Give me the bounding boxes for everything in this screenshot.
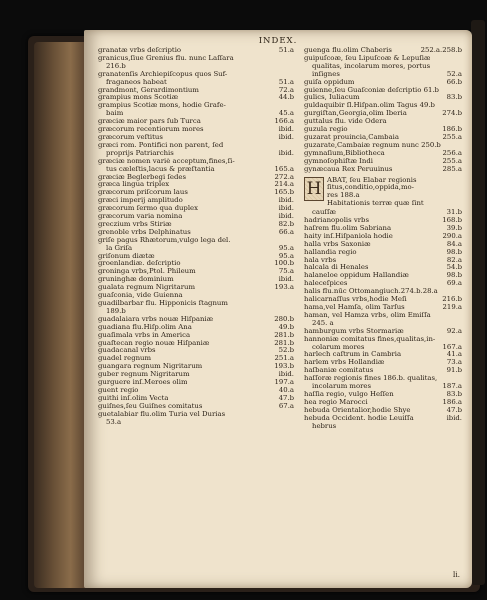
entry-reference: ibid. (278, 371, 294, 379)
entry-term: halicarnaſſus vrbs,hodie Meſi (304, 296, 407, 304)
entry-term: 189.b (106, 307, 126, 315)
index-entry (304, 288, 462, 296)
entry-reference: 214.a (274, 181, 294, 189)
entry-reference: 51.a (278, 47, 294, 54)
entry-term: granatæ vrbs deſcriptio (98, 47, 182, 54)
entry-term: gynæcaua Rex Peruuinus (304, 165, 393, 173)
entry-term: guienne,ſeu Guaſconiæ deſcriptio 61.b (304, 86, 439, 94)
entry-term: haſſia regio, vulgo Heſſen (304, 390, 394, 398)
index-entry (98, 419, 294, 427)
entry-reference: 69.a (446, 280, 462, 288)
entry-term: guipuſcoæ, ſeu Lipuſcoæ & Lepuſiæ (304, 54, 431, 62)
entry-term: græci imperij amplitudo (98, 197, 183, 205)
entry-reference: 66.a (278, 228, 294, 236)
entry-reference: 290.a (442, 232, 462, 240)
index-entry (98, 213, 294, 221)
index-entry (98, 166, 294, 174)
index-entry (304, 280, 462, 288)
entry-term: guttalus flu. vide Odera (304, 118, 387, 126)
index-entry (98, 316, 294, 324)
entry-term: haman, vel Hamza vrbs, olim Emiſſa (304, 311, 431, 319)
entry-term: guent regio (98, 386, 139, 394)
entry-reference: 216.b (442, 296, 462, 304)
index-entry (304, 249, 462, 257)
entry-reference (291, 158, 294, 166)
entry-term: granicus,ſiue Grenius flu. nunc Laſſara (98, 54, 234, 62)
entry-reference (291, 102, 294, 110)
entry-reference: 95.a (278, 244, 294, 252)
index-entry (304, 150, 462, 158)
index-entry (98, 79, 294, 87)
entry-reference (291, 63, 294, 71)
entry-term: græcorum veſtitus (98, 133, 163, 141)
entry-term: hebuda Occident. hodie Leuiſſa (304, 414, 414, 422)
entry-term: grandmont, Gerardimontium (98, 86, 199, 94)
entry-reference: 39.b (446, 224, 462, 232)
index-entry (304, 217, 462, 225)
entry-term: guiſa oppidum (304, 78, 355, 86)
entry-term: græciæ maior pars ſub Turca (98, 118, 201, 126)
index-entry (98, 47, 294, 55)
index-entry (304, 110, 462, 118)
entry-reference: ibid. (278, 197, 294, 205)
index-entry (304, 257, 462, 265)
section-h-text-line: Habitationis terræ quæ ſint (327, 199, 424, 208)
entry-term: guaſtecan regio nouæ Hiſpaniæ (98, 339, 210, 347)
entry-reference: ibid. (278, 276, 294, 284)
entry-term: græcorum recentiorum mores (98, 126, 204, 134)
entry-term: halla vrbs Saxoniæ (304, 240, 371, 248)
index-entry (304, 264, 462, 272)
entry-reference (291, 237, 294, 245)
entry-reference: 219.a (442, 304, 462, 311)
entry-reference: 255.a (442, 157, 462, 165)
signature-mark: Ii. (452, 571, 460, 579)
entry-reference (291, 292, 294, 300)
index-entry (98, 395, 294, 403)
entry-reference: 285.a (442, 165, 462, 173)
index-entry (98, 292, 294, 300)
entry-term: hebrus (312, 422, 337, 430)
entry-term: 216.b (106, 62, 126, 70)
entry-term: hea regio Marocci (304, 398, 368, 406)
left-column (98, 47, 294, 427)
index-entry (304, 391, 462, 399)
index-entry (304, 304, 462, 312)
entry-term: groenlandiæ. deſcriptio (98, 260, 181, 268)
entry-term: guzarate,Cambaiæ regnum nunc 250.b (304, 141, 441, 149)
index-entry (98, 55, 294, 63)
entry-term: 53.a (106, 418, 122, 426)
entry-reference: 256.a (442, 149, 462, 157)
entry-reference: 274.b (442, 110, 462, 118)
index-entry (98, 276, 294, 284)
entry-reference: 91.b (446, 367, 462, 375)
section-h-heading (304, 177, 462, 209)
index-entry (98, 245, 294, 253)
entry-reference: 281.b (274, 331, 294, 339)
entry-reference (459, 288, 462, 296)
entry-reference: 82.a (446, 256, 462, 264)
entry-reference: ibid. (278, 126, 294, 134)
index-entry (98, 174, 294, 182)
section-h-text-line: res 188.a (327, 191, 360, 200)
entry-term: guzarat prouincia,Cambaia (304, 133, 399, 141)
entry-term: guber regnum Nigritarum (98, 371, 190, 379)
entry-reference (459, 375, 462, 383)
entry-term: tus cæleſtis,lacus & præſtantia (106, 165, 215, 173)
entry-term: gurgiſtan,Georgia,olim Iberia (304, 110, 407, 118)
entry-reference (459, 142, 462, 150)
entry-reference (291, 411, 294, 419)
entry-term: groninga vrbs,Ptol. Phileum (98, 268, 196, 276)
entry-term: hadrianopolis vrbs (304, 217, 369, 225)
section-h-text-line: ſitus,conditio,oppida,mo- (327, 183, 414, 192)
index-entry (304, 312, 462, 320)
entry-reference: 52.a (446, 70, 462, 78)
entry-reference (291, 142, 294, 150)
entry-term: granatenſis Archiepiſcopus quos Suf- (98, 70, 228, 78)
index-entry (98, 379, 294, 387)
entry-reference: ibid. (278, 205, 294, 213)
entry-term: grampius mons Scotiæ (98, 94, 179, 102)
index-entry (304, 320, 462, 328)
entry-reference: 44.b (278, 94, 294, 102)
entry-term: greczium vrbs Stiriæ (98, 220, 172, 228)
entry-term: guadilbarbar flu. Hipponicis ſtagnum (98, 300, 228, 307)
entry-reference: 84.a (446, 240, 462, 248)
index-entry (304, 71, 462, 79)
page-header: INDEX. (258, 36, 298, 46)
entry-term: græcorum varia nomina (98, 213, 183, 221)
entry-term: gymnoſophiſtæ Indi (304, 157, 373, 165)
entry-reference (459, 423, 462, 431)
index-entry (304, 63, 462, 71)
index-entry (304, 166, 462, 174)
entry-term: halis flu.nūc Ottomangiuch.274.b.28.a (304, 288, 438, 296)
right-column (304, 47, 462, 431)
entry-term: gualata regnum Nigritarum (98, 284, 196, 292)
entry-term: græciæ nomen variè acceptum,fines,ſi- (98, 157, 235, 165)
book-fore-edge (34, 42, 86, 588)
entry-reference: 49.b (278, 323, 294, 331)
entry-reference (291, 71, 294, 79)
entry-term: griſonum diætæ (98, 252, 155, 260)
entry-reference: 251.a (274, 355, 294, 363)
index-entry (98, 371, 294, 379)
index-entry (304, 94, 462, 102)
entry-term: cauſſæ (312, 209, 336, 217)
entry-term: la Griſa (106, 244, 133, 252)
index-entry (304, 102, 462, 110)
entry-term: grenoble vrbs Delphinatus (98, 228, 191, 236)
entry-term: guangara regnum Nigritarum (98, 363, 203, 371)
entry-reference (459, 102, 462, 110)
index-entry (98, 118, 294, 126)
entry-reference (459, 312, 462, 320)
entry-term: gruninghæ dominium (98, 276, 174, 284)
index-entry (304, 344, 462, 352)
entry-reference: 54.b (446, 264, 462, 272)
entry-term: guiſnes,ſeu Guiſnes comitatus (98, 402, 203, 410)
entry-term: qualitas, incolarum mores, portus (312, 62, 431, 70)
entry-reference (459, 63, 462, 71)
entry-term: haſbaniæ comitatus (304, 367, 374, 375)
index-entry (98, 324, 294, 332)
entry-term: guadalaiara vrbs nouæ Hiſpaniæ (98, 315, 214, 323)
entry-reference: ibid. (278, 149, 294, 157)
entry-reference: 186.b (442, 126, 462, 134)
entry-term: proprijs Patriarchis (106, 149, 174, 157)
index-entry (304, 142, 462, 150)
index-entry (98, 205, 294, 213)
index-entry (98, 268, 294, 276)
entry-term: 245. a (312, 319, 334, 327)
entry-term: guenga flu.olim Chaberis (304, 47, 392, 54)
entry-reference: 72.a (278, 86, 294, 94)
entry-term: halaneloe oppidum Hallandiæ (304, 272, 409, 280)
index-entry (98, 189, 294, 197)
entry-term: haſſoræ regionis fines 186.b. qualitas, (304, 375, 438, 383)
index-entry (304, 336, 462, 344)
index-entry (98, 260, 294, 268)
entry-reference: 98.b (446, 248, 462, 256)
index-entry (98, 300, 294, 308)
index-entry (304, 134, 462, 142)
index-entry (98, 134, 294, 142)
entry-term: haſrem flu.olim Sabriana (304, 224, 392, 232)
index-entry (304, 126, 462, 134)
index-entry (98, 347, 294, 355)
entry-term: fraganeos habeat (106, 78, 167, 86)
entry-term: haleceſpices (304, 280, 348, 288)
index-entry (304, 79, 462, 87)
entry-term: haity inſ.Hiſpaniola hodie (304, 232, 393, 240)
index-entry (304, 367, 462, 375)
index-entry (98, 355, 294, 363)
index-entry (98, 237, 294, 245)
entry-term: gymnaſium,Bibliotheca (304, 149, 385, 157)
entry-term: hebuda Orientalior,hodie Shye (304, 406, 411, 414)
index-entry (304, 209, 462, 217)
entry-term: inſignes (312, 70, 340, 78)
entry-reference: 73.a (446, 359, 462, 367)
entry-reference (459, 55, 462, 63)
entry-reference (291, 419, 294, 427)
entry-term: harlem vrbs Hollandiæ (304, 359, 385, 367)
entry-reference (459, 118, 462, 126)
index-entry (304, 118, 462, 126)
index-entry (98, 63, 294, 71)
entry-reference: 47.b (446, 406, 462, 414)
entry-reference: 82.b (278, 220, 294, 228)
index-entry (304, 87, 462, 95)
entry-reference: 252.a.258.b (420, 47, 462, 54)
index-page (84, 30, 472, 588)
index-entry (304, 407, 462, 415)
entry-reference: 40.a (278, 386, 294, 394)
index-entry (304, 359, 462, 367)
index-entry (304, 375, 462, 383)
entry-reference (291, 55, 294, 63)
entry-term: guadel regnum (98, 355, 152, 363)
index-entry (304, 383, 462, 391)
index-entry (98, 126, 294, 134)
entry-term: halcala di Henales (304, 264, 369, 272)
entry-reference: 165.a (274, 165, 294, 173)
entry-term: incolarum mores (312, 383, 372, 391)
entry-reference: 47.b (278, 394, 294, 402)
entry-reference: 168.b (442, 217, 462, 225)
index-entry (304, 158, 462, 166)
entry-reference: 187.a (442, 383, 462, 391)
entry-reference: 193.a (274, 284, 294, 292)
index-entry (98, 403, 294, 411)
entry-reference: 165.b (274, 189, 294, 197)
index-entry (304, 233, 462, 241)
index-entry (98, 87, 294, 95)
index-entry (98, 284, 294, 292)
entry-term: griſe pagus Rhætorum,vulgo lega del. (98, 236, 231, 244)
index-entry (98, 181, 294, 189)
entry-term: guldaquibir ſl.Hiſpan.olim Tagus 49.b (304, 102, 435, 110)
entry-term: græca lingua triplex (98, 181, 170, 189)
entry-reference: 31.b (446, 209, 462, 217)
entry-reference: ibid. (446, 414, 462, 422)
index-entry (98, 197, 294, 205)
entry-term: hala vrbs (304, 256, 337, 264)
entry-term: grampius Scotiæ mons, hodie Grafe- (98, 102, 226, 110)
index-entry (98, 110, 294, 118)
index-entry (304, 225, 462, 233)
entry-term: græciæ Beglerbegi ſedes (98, 173, 186, 181)
entry-term: guadiana flu.Hiſp.olim Ana (98, 323, 192, 331)
entry-reference: 92.a (446, 327, 462, 335)
entry-term: colarum mores (312, 343, 365, 351)
entry-reference (459, 320, 462, 328)
entry-reference: 166.a (274, 118, 294, 126)
index-entry (98, 158, 294, 166)
entry-reference: 255.a (442, 133, 462, 141)
index-entry (98, 102, 294, 110)
entry-term: gulics, Iuliacum (304, 94, 360, 102)
index-entry (98, 308, 294, 316)
entry-reference: 75.a (278, 268, 294, 276)
entry-reference: 52.b (278, 347, 294, 355)
entry-reference: 41.a (446, 351, 462, 359)
entry-reference: 66.b (446, 78, 462, 86)
index-entry (98, 411, 294, 419)
index-entry (98, 340, 294, 348)
entry-term: hallandia regio (304, 248, 357, 256)
index-entry (304, 328, 462, 336)
entry-reference: 95.a (278, 252, 294, 260)
section-h-text-line: ABAT, ſeu Elabar regionis (327, 175, 417, 184)
entry-reference: 186.a (442, 398, 462, 406)
entry-term: græcorum priſcorum laus (98, 189, 188, 197)
entry-term: hamburgum vrbs Stormariæ (304, 327, 404, 335)
entry-reference: 45.a (278, 110, 294, 118)
entry-term: harlech caſtrum in Cambria (304, 351, 402, 359)
entry-reference (291, 308, 294, 316)
entry-reference: 280.b (274, 315, 294, 323)
entry-reference: 272.a (274, 173, 294, 181)
entry-term: græcorum ſermo qua duplex (98, 205, 199, 213)
index-entry (304, 415, 462, 423)
index-entry (98, 142, 294, 150)
entry-reference: 193.b (274, 363, 294, 371)
index-entry (98, 150, 294, 158)
page-edge-tab (471, 20, 485, 585)
entry-term: hama,vel Hamſa, olim Tarſus (304, 304, 405, 311)
index-entry (304, 272, 462, 280)
index-entry (304, 423, 462, 431)
entry-term: guzula regio (304, 126, 348, 134)
index-entry (304, 47, 462, 55)
entry-term: guaſconia, vide Guienna (98, 292, 183, 300)
entry-reference: ibid. (278, 213, 294, 221)
index-entry (98, 221, 294, 229)
entry-term: gurguere inſ.Meroes olim (98, 379, 188, 387)
entry-term: guithi inſ.olim Vecta (98, 394, 169, 402)
entry-reference: 51.a (278, 78, 294, 86)
index-entry (98, 363, 294, 371)
index-entry (304, 351, 462, 359)
entry-reference: 98.b (446, 272, 462, 280)
entry-reference: 281.b (274, 339, 294, 347)
entry-reference: 100.b (274, 260, 294, 268)
index-entry (304, 55, 462, 63)
entry-term: baim (106, 110, 124, 118)
entry-reference: 197.a (274, 379, 294, 387)
index-entry (304, 296, 462, 304)
index-entry (98, 229, 294, 237)
entry-reference: 67.a (278, 402, 294, 410)
entry-reference: 83.b (446, 94, 462, 102)
entry-reference (459, 87, 462, 95)
entry-reference: ibid. (278, 133, 294, 141)
entry-term: guadacanal vrbs (98, 347, 156, 355)
entry-term: hannoniæ comitatus fines,qualitas,in- (304, 335, 436, 343)
entry-reference: 167.a (442, 343, 462, 351)
entry-reference: 83.b (446, 390, 462, 398)
entry-reference (291, 300, 294, 308)
index-entry (98, 71, 294, 79)
decorated-initial-h: H (304, 177, 324, 201)
entry-reference (459, 336, 462, 344)
index-entry (98, 94, 294, 102)
entry-term: græci rom. Pontifici non parent, ſed (98, 141, 224, 149)
index-entry (98, 253, 294, 261)
entry-term: guetalabiar flu.olim Turia vel Durias (98, 410, 226, 418)
entry-term: guaſimala vrbs in America (98, 331, 191, 339)
index-entry (98, 387, 294, 395)
index-entry (98, 332, 294, 340)
index-entry (304, 241, 462, 249)
index-entry (304, 399, 462, 407)
